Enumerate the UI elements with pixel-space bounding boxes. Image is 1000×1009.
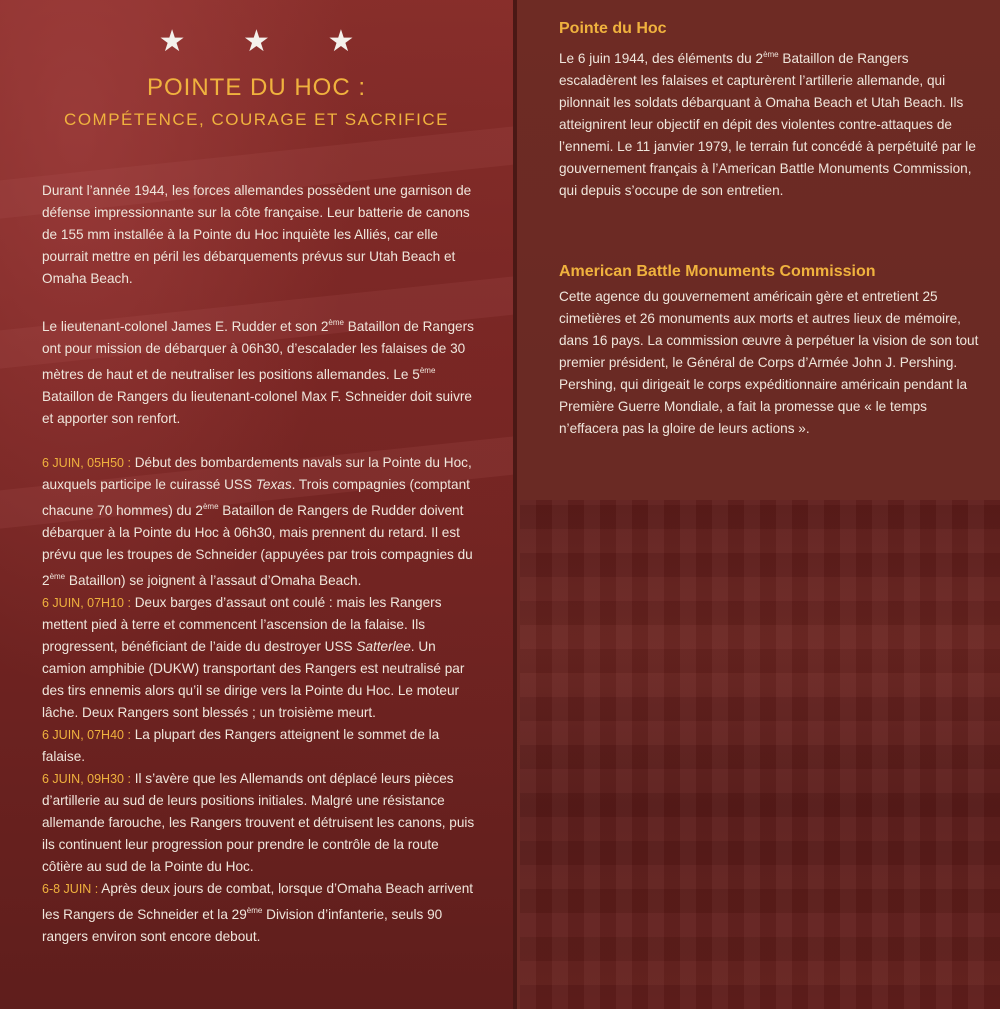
- page-title: POINTE DU HOC :: [146, 74, 366, 101]
- timeline-text: . Trois compagnies (comptant chacune 70 hommes) du 2: [42, 477, 470, 518]
- timeline-text: Après deux jours de combat, lorsque d’Omaha Beach arrivent les Rangers de Schneider et la 29: [42, 881, 474, 922]
- section-heading-abmc: American Battle Monuments Commission: [559, 263, 876, 280]
- superscript: ème: [246, 906, 263, 915]
- timeline-text: Deux barges d’assaut ont coulé : mais les Rangers mettent pied à terre et commencent l’ascension de la falaise. Ils progressent, bénéficiant de l’aide du destroyer USS: [42, 595, 442, 654]
- superscript: ème: [49, 572, 66, 581]
- pointe-du-hoc-paragraph: [559, 44, 984, 202]
- timeline-text: . Un camion amphibie (DUKW) transportant des Rangers est neutralisé par des tirs ennemis alors qu’il se dirige vers la Pointe du Hoc. Le moteur lâche. Deux Rangers sont blessés ; un troisième meurt.: [42, 639, 465, 720]
- timeline-entry: [42, 592, 482, 724]
- mission-text: Le lieutenant-colonel James E. Rudder et son 2: [42, 319, 329, 334]
- timeline-entry: [42, 768, 482, 878]
- page-subtitle: COMPÉTENCE, COURAGE ET SACRIFICE: [64, 110, 449, 129]
- mission-paragraph: [42, 312, 482, 430]
- superscript: ème: [328, 318, 344, 327]
- paragraph-text: Bataillon de Rangers escaladèrent les falaises et capturèrent l’artillerie allemande, qui pilonnait les soldats débarquant à Omaha Beach et Utah Beach. Ils atteignirent leur objectif en dépit des violentes contre-attaques de l’ennemi. Le 11 janvier 1979, le terrain fut concédé à perpétuité par le gouvernement français à l’American Battle Monuments Commission, qui depuis s’occupe de son entretien.: [559, 51, 976, 198]
- mission-text: Bataillon de Rangers ont pour mission de débarquer à 06h30, d’escalader les falaises de 30 mètres de haut et de neutraliser les positions allemandes. Le 5: [42, 319, 474, 382]
- superscript: ème: [763, 50, 779, 59]
- section-heading-pointe-du-hoc: Pointe du Hoc: [559, 20, 667, 37]
- timeline-date: 6 JUIN, 05H50 :: [42, 456, 131, 470]
- timeline-entry: [42, 724, 482, 768]
- timeline-text: Division d’infanterie, seuls 90 rangers environ sont encore debout.: [42, 907, 443, 944]
- left-body: [42, 180, 482, 948]
- ship-name: Texas: [255, 477, 292, 492]
- timeline-date: 6 JUIN, 07H10 :: [42, 596, 131, 610]
- timeline-text: Bataillon) se joignent à l’assaut d’Omaha Beach.: [65, 573, 362, 588]
- timeline-date: 6 JUIN, 09H30 :: [42, 772, 131, 786]
- superscript: ème: [202, 502, 219, 511]
- mission-text: Bataillon de Rangers du lieutenant-colonel Max F. Schneider doit suivre et apporter son renfort.: [42, 389, 472, 426]
- timeline-text: Début des bombardements navals sur la Pointe du Hoc, auxquels participe le cuirassé USS: [42, 455, 472, 492]
- timeline-text: La plupart des Rangers atteignent le sommet de la falaise.: [42, 727, 440, 764]
- ship-name: Satterlee: [356, 639, 411, 654]
- timeline-date: 6 JUIN, 07H40 :: [42, 728, 131, 742]
- blurred-image-region: [520, 500, 1000, 1009]
- superscript: ème: [419, 366, 436, 375]
- timeline-entry: [42, 452, 482, 592]
- timeline-text: Bataillon de Rangers de Rudder doivent débarquer à la Pointe du Hoc à 06h30, mais prennent du retard. Il est prévu que les troupes de Schneider (appuyées par trois compagnies du 2: [42, 503, 473, 588]
- stars-icon: ★ ★ ★: [158, 24, 379, 59]
- timeline-entry: [42, 878, 482, 948]
- timeline-date: 6-8 JUIN :: [42, 882, 99, 896]
- timeline-text: Il s’avère que les Allemands ont déplacé leurs pièces d’artillerie au sud de leurs positions initiales. Malgré une résistance allemande farouche, les Rangers trouvent et détruisent les canons, puis ils continuent leur progression pour prendre le contrôle de la route côtière au sud de la Pointe du Hoc.: [42, 771, 475, 874]
- paragraph-text: Le 6 juin 1944, des éléments du 2: [559, 51, 764, 66]
- intro-paragraph: Durant l’année 1944, les forces allemandes possèdent une garnison de défense impressionnante sur la côte française. Leur batterie de canons de 155 mm installée à la Pointe du Hoc inquiète les Alliés, car elle pourrait mettre en péril les débarquements prévus sur Utah Beach et Omaha Beach.: [42, 183, 472, 286]
- abmc-paragraph: Cette agence du gouvernement américain gère et entretient 25 cimetières et 26 monuments aux morts et autres lieux de mémoire, dans 16 pays. La commission œuvre à perpétuer la vision de son tout premier président, le Général de Corps d’Armée John J. Pershing. Pershing, qui dirigeait le corps expéditionnaire américain pendant la Première Guerre Mondiale, a fait la promesse que « le temps n’effacera pas la gloire de leurs actions ».: [559, 289, 979, 436]
